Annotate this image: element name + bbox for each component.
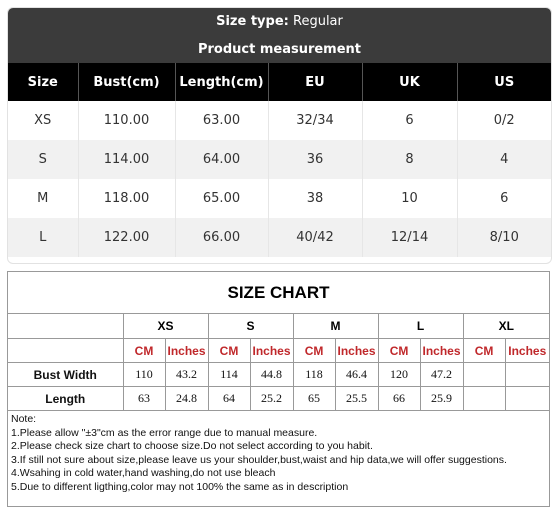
cell: 118 — [293, 363, 335, 387]
cell: 43.2 — [165, 363, 208, 387]
table-row — [8, 140, 551, 179]
header-eu: EU — [268, 63, 362, 101]
cell — [505, 387, 549, 411]
size-type-value: Regular — [293, 14, 343, 29]
cell: 64 — [208, 387, 250, 411]
cell: S — [8, 140, 78, 179]
cell: 25.2 — [250, 387, 293, 411]
unit-cm: CM — [378, 339, 420, 363]
cell: 65 — [293, 387, 335, 411]
cell — [463, 387, 505, 411]
size-m: M — [293, 314, 378, 339]
cell: 25.9 — [420, 387, 463, 411]
measurement-title: Product measurement — [197, 42, 362, 57]
cell: XS — [8, 101, 78, 140]
cell — [463, 363, 505, 387]
note-line: 2.Please check size chart to choose size.Do not select according to you habit. — [11, 440, 373, 452]
size-l: L — [378, 314, 463, 339]
cell: 122.00 — [78, 218, 175, 257]
cell: 38 — [268, 179, 362, 218]
length-row — [8, 387, 549, 411]
cell: 66 — [378, 387, 420, 411]
note-heading: Note: — [11, 413, 37, 425]
size-chart-table — [8, 314, 549, 411]
product-measurement-card — [7, 7, 552, 264]
cell: 47.2 — [420, 363, 463, 387]
note-line: 4.Wsahing in cold water,hand washing,do not use bleach — [11, 467, 276, 479]
unit-corner-cell — [8, 339, 123, 363]
cell: 120 — [378, 363, 420, 387]
cell: 63.00 — [175, 101, 268, 140]
cell: L — [8, 218, 78, 257]
measurement-header-row — [8, 63, 551, 101]
cell: 40/42 — [268, 218, 362, 257]
cell: 44.8 — [250, 363, 293, 387]
size-s: S — [208, 314, 293, 339]
cell: 63 — [123, 387, 165, 411]
cell: 4 — [457, 140, 551, 179]
note-line: 5.Due to different ligthing,color may not 100% the same as in description — [11, 480, 349, 493]
note-line: 1.Please allow "±3"cm as the error range due to manual measure. — [11, 426, 318, 439]
size-chart — [7, 271, 550, 507]
cell: 64.00 — [175, 140, 268, 179]
cell: 36 — [268, 140, 362, 179]
table-row — [8, 101, 551, 140]
table-row — [8, 179, 551, 218]
cell: 6 — [457, 179, 551, 218]
unit-inches: Inches — [420, 339, 463, 363]
unit-cm: CM — [293, 339, 335, 363]
cell: 65.00 — [175, 179, 268, 218]
row-label-bust-width: Bust Width — [8, 363, 123, 387]
cell: 6 — [362, 101, 457, 140]
cell: 118.00 — [78, 179, 175, 218]
measurement-header — [8, 8, 551, 63]
cell — [505, 363, 549, 387]
unit-cm: CM — [123, 339, 165, 363]
header-bust: Bust(cm) — [78, 63, 175, 101]
size-xs: XS — [123, 314, 208, 339]
cell: 8/10 — [457, 218, 551, 257]
cell: 24.8 — [165, 387, 208, 411]
header-length: Length(cm) — [175, 63, 268, 101]
unit-row — [8, 339, 549, 363]
unit-inches: Inches — [335, 339, 378, 363]
unit-cm: CM — [208, 339, 250, 363]
header-uk: UK — [362, 63, 457, 101]
row-label-length: Length — [8, 387, 123, 411]
notes — [8, 411, 549, 494]
cell: 12/14 — [362, 218, 457, 257]
size-row — [8, 314, 549, 339]
size-xl: XL — [463, 314, 549, 339]
corner-cell — [8, 314, 123, 339]
cell: 0/2 — [457, 101, 551, 140]
header-size: Size — [8, 63, 78, 101]
measurement-table — [8, 63, 551, 257]
size-chart-title: SIZE CHART — [8, 272, 549, 314]
note-line: 3.If still not sure about size,please leave us your shoulder,bust,waist and hip data,we will offer suggestions. — [11, 453, 507, 466]
cell: 110 — [123, 363, 165, 387]
cell: 114 — [208, 363, 250, 387]
bust-width-row — [8, 363, 549, 387]
size-type-line — [8, 8, 551, 36]
size-type-label: Size type: — [216, 14, 289, 29]
unit-cm: CM — [463, 339, 505, 363]
unit-inches: Inches — [505, 339, 549, 363]
cell: 46.4 — [335, 363, 378, 387]
cell: 66.00 — [175, 218, 268, 257]
cell: 25.5 — [335, 387, 378, 411]
cell: 114.00 — [78, 140, 175, 179]
cell: 32/34 — [268, 101, 362, 140]
cell: M — [8, 179, 78, 218]
unit-inches: Inches — [165, 339, 208, 363]
cell: 8 — [362, 140, 457, 179]
header-us: US — [457, 63, 551, 101]
cell: 110.00 — [78, 101, 175, 140]
table-row — [8, 218, 551, 257]
cell: 10 — [362, 179, 457, 218]
unit-inches: Inches — [250, 339, 293, 363]
